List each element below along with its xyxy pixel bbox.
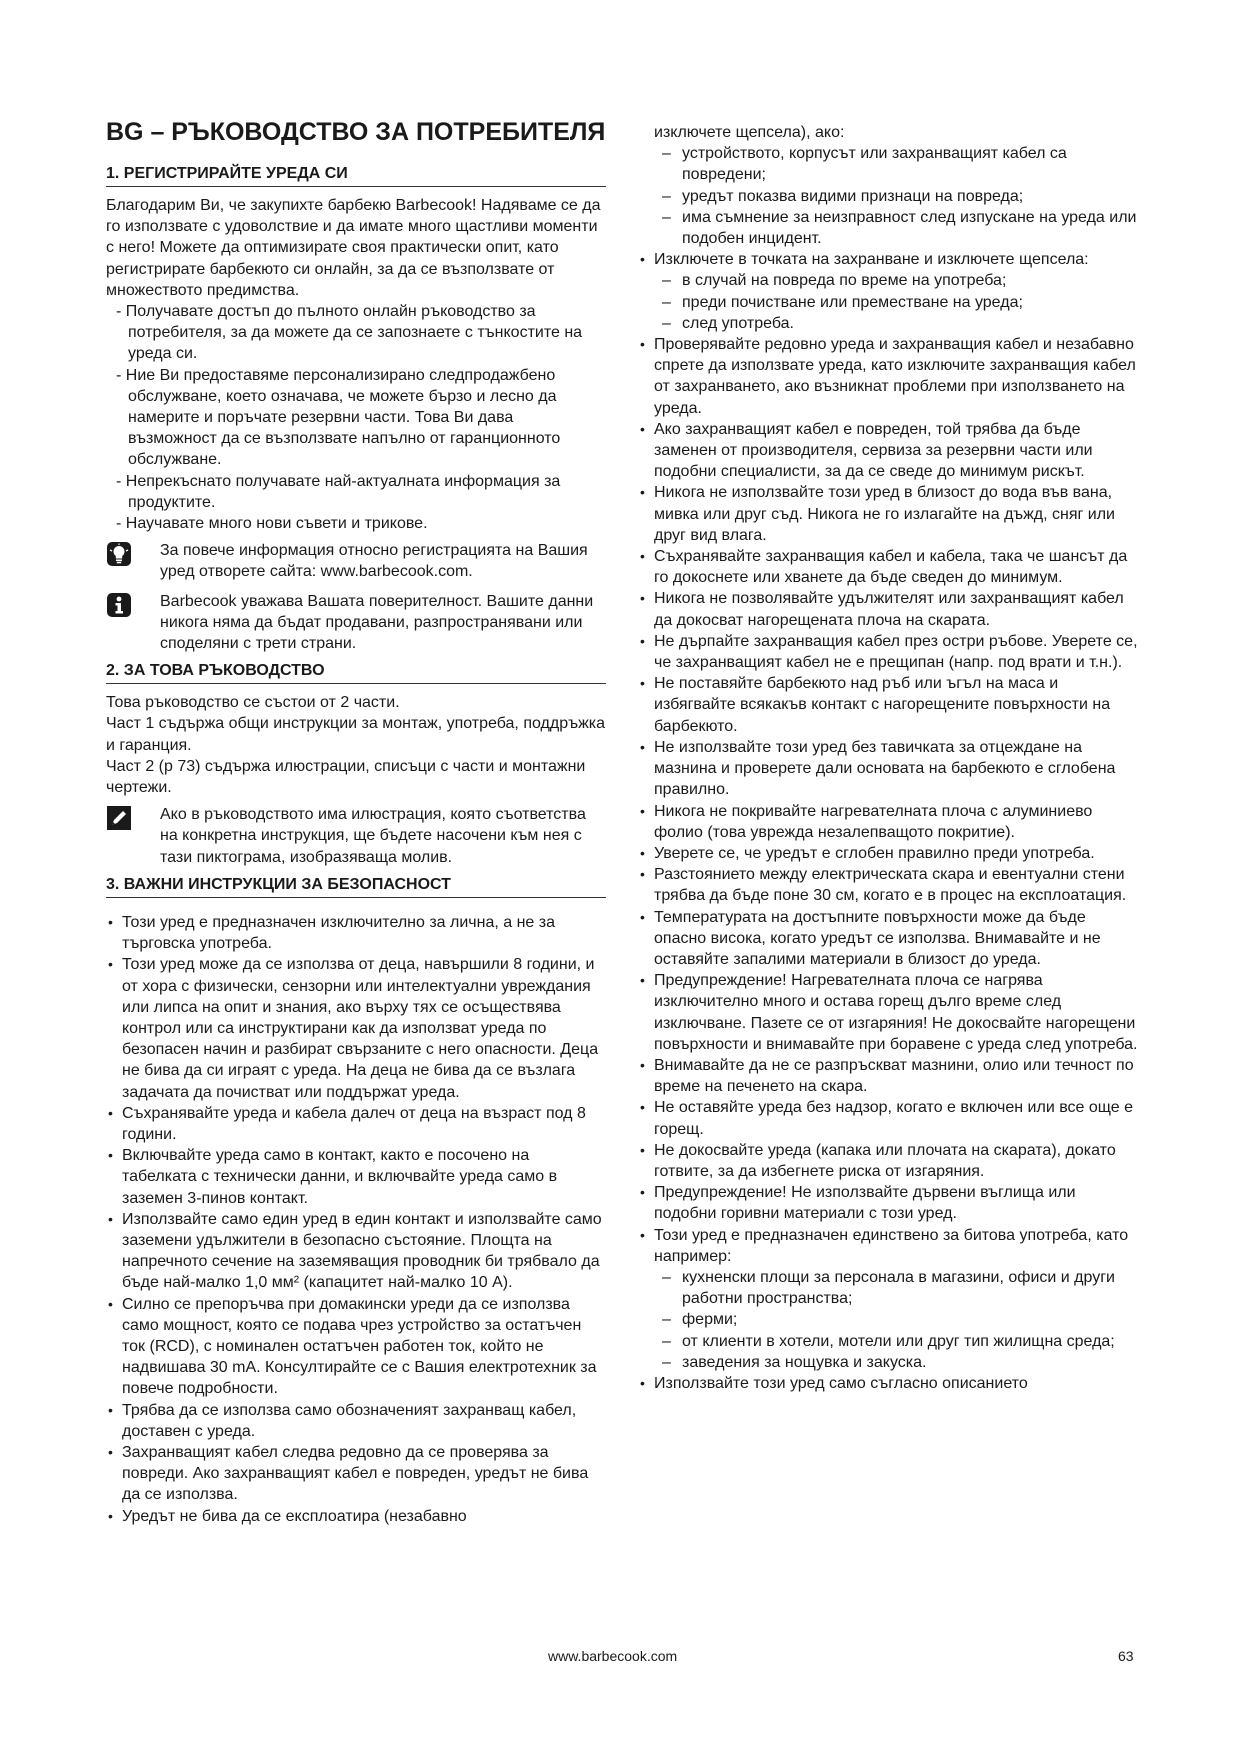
list-item-text: Разстоянието между електрическата скара и евентуални стени трябва да бъде поне 30 см, когато е в процес на експлоатация.: [654, 866, 1127, 905]
list-item: • Използвайте само един уред в един контакт и използвайте само заземени удължители в безопасно състояние. Площта на напречното сечение на заземяващия проводник би трябвало да бъде най-малко 1,0 мм² (капацитет най-малко 10 A).: [106, 1209, 606, 1294]
list-item: • Силно се препоръчва при домакински уреди да се използва само мощност, която се подава чрез устройство за остатъчен ток (RCD), с номинален остатъчен работен ток, който не надвишава 30 mA. Консултирайте се с Вашия електротехник за повече подробности.: [106, 1294, 606, 1400]
list-item: [638, 1055, 1138, 1097]
list-item-text: Никога не използвайте този уред в близост до вода във вана, мивка или друг съд. Никога не го излагайте на дъжд, сняг или друг вид влага.: [654, 484, 1115, 544]
list-item: • Този уред е предназначен изключително за лична, а не за търговска употреба.: [106, 912, 606, 954]
list-item: [638, 1225, 1138, 1373]
section-heading: 2. ЗА ТОВА РЪКОВОДСТВО: [106, 662, 606, 684]
list-item-text: Този уред е предназначен единствено за битова употреба, като например:: [654, 1226, 1129, 1265]
list-item-text: Никога не позволявайте удължителят или захранващият кабел да докосват нагорещената плоча на скарата.: [654, 590, 1124, 629]
list-item-text: Никога не покривайте нагревателната плоча с алуминиево фолио (това уврежда незалепващото покритие).: [654, 802, 1093, 841]
list-item: [638, 546, 1138, 588]
list-item: [638, 864, 1138, 906]
list-item: - Получавате достъп до пълното онлайн ръководство за потребителя, за да можете да се запознаете с тънкостите на уреда си.: [116, 303, 583, 363]
tip-note: [106, 540, 606, 582]
list-item: [638, 588, 1138, 630]
list-item: – устройството, корпусът или захранващият кабел са повредени;: [662, 143, 1138, 185]
list-item: • Включвайте уреда само в контакт, както е посочено на табелката с технически данни, и включвайте уреда само в заземен 3-пинов контакт.: [106, 1145, 606, 1209]
list-item-text: Ако захранващият кабел е повреден, той трябва да бъде заменен от производителя, сервиза за резервни части или подобни специалисти, за да се сведе до минимум рискът.: [654, 420, 1093, 481]
list-item: [638, 1097, 1138, 1139]
list-item: • Уредът не бива да се експлоатира (незабавно: [106, 1506, 606, 1527]
info-text: Barbecook уважава Вашата поверителност. Вашите данни никога няма да бъдат продавани, разпространявани или споделяни с трети страни.: [160, 592, 594, 653]
tip-text: За повече информация относно регистрацията на Вашия уред отворете сайта: www.barbecook.com.: [160, 542, 588, 581]
lightbulb-icon: [106, 541, 132, 567]
list-item-text: Не докосвайте уреда (капака или плочата на скарата), докато готвите, за да избегнете риска от изгаряния.: [654, 1141, 1116, 1180]
list-item: [638, 334, 1138, 419]
sub-list-item: – след употреба.: [662, 313, 1138, 334]
list-item: [638, 249, 1138, 334]
list-item-text: Предупреждение! Нагревателната плоча се нагрява изключително много и остава горещ дълго време след изключване. Пазете се от изгаряния! Не докосвайте нагорещени повърхности и внимавайте при боравене с уреда след употреба.: [654, 972, 1138, 1053]
list-item-text: Не използвайте този уред без тавичката за отцеждане на мазнина и проверете дали основата на барбекюто е сглобена правилно.: [654, 738, 1116, 799]
list-item-text: Изключете в точката на захранване и изключете щепсела:: [654, 251, 1089, 269]
list-item: – има съмнение за неизправност след изпускане на уреда или подобен инцидент.: [662, 207, 1138, 249]
intro-paragraph: Благодарим Ви, че закупихте барбекю Barbecook! Надяваме се да го използвате с удоволствие и да имате много щастливи моменти с него! Можете да оптимизирате своя практически опит, като регистрирате барбекюто си онлайн, за да се възползвате от множеството предимства.: [106, 197, 601, 299]
page-title: BG – РЪКОВОДСТВО ЗА ПОТРЕБИТЕЛЯ: [106, 118, 606, 146]
continued-text: изключете щепсела), ако:: [654, 124, 845, 141]
section-register: [106, 165, 606, 654]
list-item: [638, 801, 1138, 843]
left-column: [106, 118, 606, 1535]
sub-list-item: – от клиенти в хотели, мотели или друг тип жилищна среда;: [662, 1331, 1138, 1352]
section-manual: [106, 662, 606, 868]
safety-list: [106, 912, 606, 1527]
pencil-text: Ако в ръководството има илюстрация, която съответства на конкретна инструкция, ще бъдете насочени към нея с тази пиктограма, изобразяваща молив.: [160, 806, 586, 866]
info-icon: [106, 592, 132, 618]
list-item: [638, 1140, 1138, 1182]
list-item-text: Не поставяйте барбекюто над ръб или ъгъл на маса и избягвайте всякакъв контакт с нагорещените повърхности на барбекюто.: [654, 675, 1111, 735]
list-item: • Трябва да се използва само обозначеният захранващ кабел, доставен с уреда.: [106, 1400, 606, 1442]
pencil-icon: [106, 805, 132, 831]
list-item: [638, 1373, 1138, 1394]
list-item: [638, 843, 1138, 864]
paragraph: Това ръководство се състои от 2 части.: [106, 694, 400, 712]
continued-sublist: [638, 143, 1138, 249]
safety-list-continued: [638, 249, 1138, 1394]
sub-list: [654, 270, 1138, 334]
list-item-text: Проверявайте редовно уреда и захранващия кабел и незабавно спрете да използвате уреда, като изключите захранващия кабел от захранването, ако възникнат проблеми при използването на уреда.: [654, 336, 1136, 417]
list-item: [638, 419, 1138, 483]
sub-list-item: – заведения за нощувка и закуска.: [662, 1352, 1138, 1373]
list-item: - Научавате много нови съвети и трикове.: [116, 515, 428, 533]
list-item-text: Използвайте този уред само съгласно описанието: [654, 1374, 1028, 1392]
list-item-text: Не дърпайте захранващия кабел през остри ръбове. Уверете се, че захранващият кабел не е прещипан (напр. под врати и т.н.).: [654, 632, 1138, 672]
list-item-text: Внимавайте да не се разпръскват мазнини, олио или течност по време на печенето на скара.: [654, 1056, 1134, 1096]
list-item: [638, 970, 1138, 1055]
section-heading: 3. ВАЖНИ ИНСТРУКЦИИ ЗА БЕЗОПАСНОСТ: [106, 876, 606, 898]
list-item: - Ние Ви предоставяме персонализирано следпродажбено обслужване, което означава, че можете бързо и лесно да намерите и поръчате резервни части. Това Ви дава възможност да се възползвате напълно от гаранционното обслужване.: [116, 366, 561, 469]
list-item-text: Уверете се, че уредът е сглобен правилно преди употреба.: [654, 844, 1095, 862]
list-item: [638, 673, 1138, 737]
list-item: • Захранващият кабел следва редовно да се проверява за повреди. Ако захранващият кабел е повреден, уредът не бива да се използва.: [106, 1442, 606, 1506]
page-number: 63: [1118, 1648, 1134, 1664]
info-note: [106, 591, 606, 655]
list-item: [638, 482, 1138, 546]
sub-list-item: – в случай на повреда по време на употреба;: [662, 270, 1138, 291]
sub-list: [654, 1267, 1138, 1373]
paragraph: Част 1 съдържа общи инструкции за монтаж, употреба, поддръжка и гаранция.: [106, 715, 606, 754]
sub-list-item: – кухненски площи за персонала в магазини, офиси и други работни пространства;: [662, 1267, 1138, 1309]
section-safety: [106, 876, 606, 1527]
sub-list-item: – ферми;: [662, 1309, 1138, 1330]
list-item: • Този уред може да се използва от деца, навършили 8 години, и от хора с физически, сензорни или интелектуални увреждания или липса на опит и знания, ако върху тях се осъществява контрол или са инструктирани как да използват уреда по безопасен начин и разбират свързаните с него опасности. Деца не бива да си играят с уреда. На деца не бива да се възлага задачата да почистват или поддържат уреда.: [106, 954, 606, 1102]
benefits-list: [106, 301, 606, 534]
section-heading: 1. РЕГИСТРИРАЙТЕ УРЕДА СИ: [106, 165, 606, 187]
list-item: [638, 907, 1138, 971]
footer-url: www.barbecook.com: [548, 1648, 678, 1664]
list-item-text: Не оставяйте уреда без надзор, когато е включен или все още е горещ.: [654, 1099, 1133, 1138]
list-item: • Съхранявайте уреда и кабела далеч от деца на възраст под 8 години.: [106, 1103, 606, 1145]
right-column: [638, 122, 1138, 1394]
list-item: [638, 737, 1138, 801]
list-item: – уредът показва видими признаци на повреда;: [662, 186, 1138, 207]
list-item: - Непрекъснато получавате най-актуалната информация за продуктите.: [116, 472, 561, 511]
list-item: [638, 1182, 1138, 1224]
paragraph: Част 2 (p 73) съдържа илюстрации, списъци с части и монтажни чертежи.: [106, 757, 586, 797]
sub-list-item: – преди почистване или преместване на уреда;: [662, 292, 1138, 313]
list-item-text: Съхранявайте захранващия кабел и кабела, така че шансът да го докоснете или хванете да бъде сведен до минимум.: [654, 548, 1128, 587]
list-item-text: Температурата на достъпните повърхности може да бъде опасно висока, когато уредът се използва. Внимавайте и не оставяйте запалими материали в близост до уреда.: [654, 908, 1101, 968]
pencil-note: [106, 804, 606, 868]
list-item: [638, 631, 1138, 673]
list-item-text: Предупреждение! Не използвайте дървени въглища или подобни горивни материали с този уред.: [654, 1184, 1076, 1223]
